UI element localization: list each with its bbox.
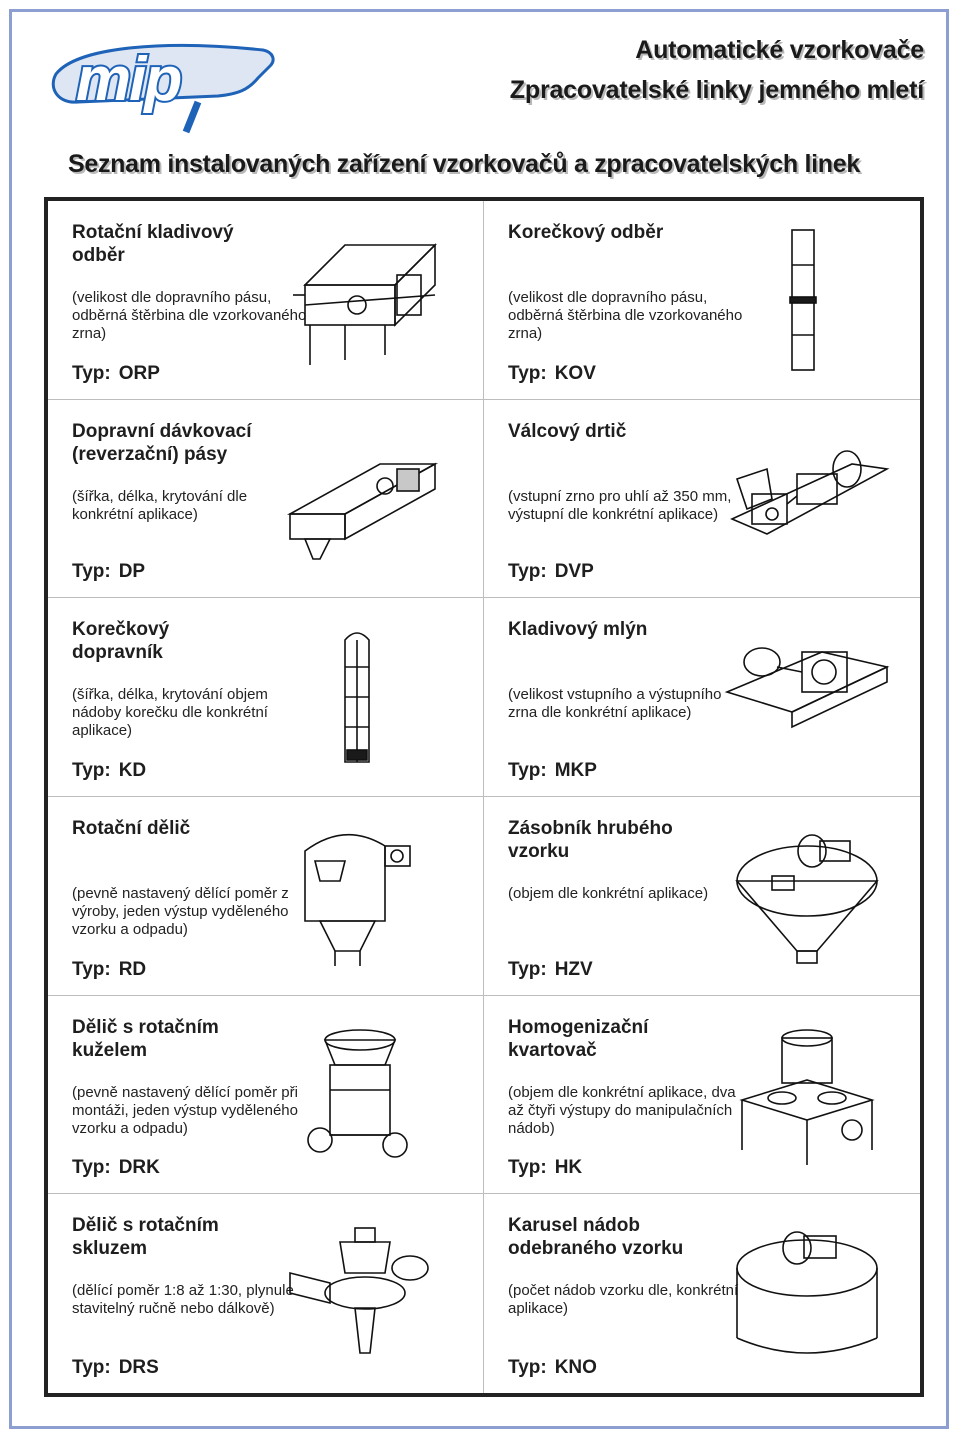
- equipment-cell: [484, 1194, 920, 1393]
- equipment-description: (objem dle konkrétní aplikace): [508, 885, 709, 902]
- header-title-line1: Automatické vzorkovače: [635, 36, 924, 64]
- rotary-chute-divider-drawing: [285, 1218, 455, 1368]
- equipment-name: Zásobník hrubého vzorku: [508, 818, 673, 862]
- equipment-description: (vstupní zrno pro uhlí až 350 mm, výstupní dle konkrétní aplikace): [508, 487, 732, 523]
- equipment-type: [72, 760, 146, 782]
- typ-label: Typ:: [72, 958, 111, 980]
- typ-label: Typ:: [508, 362, 547, 384]
- equipment-type: [72, 1157, 160, 1179]
- typ-label: Typ:: [508, 1157, 547, 1179]
- typ-label: Typ:: [508, 958, 547, 980]
- equipment-type: [508, 1157, 582, 1179]
- equipment-name: Karusel nádob odebraného vzorku: [508, 1215, 684, 1260]
- equipment-type: [508, 760, 597, 782]
- sample-carousel-drawing: [722, 1218, 892, 1368]
- equipment-cell: [48, 1194, 484, 1393]
- equipment-name: Rotační dělič: [72, 818, 191, 839]
- equipment-name: Válcový drtič: [508, 420, 627, 442]
- equipment-cell: [484, 598, 920, 797]
- equipment-grid: [44, 197, 924, 1397]
- typ-code: DP: [118, 561, 146, 583]
- typ-code: HK: [554, 1157, 583, 1179]
- equipment-type: [72, 1357, 159, 1379]
- typ-label: Typ:: [72, 1357, 111, 1378]
- typ-code: KOV: [554, 362, 596, 384]
- roller-crusher-drawing: [722, 424, 892, 574]
- equipment-name: Dopravní dávkovací (reverzační) pásy: [72, 420, 252, 465]
- typ-label: Typ:: [72, 362, 111, 384]
- equipment-type: [72, 363, 160, 385]
- rotary-hammer-sampler-drawing: [285, 225, 455, 375]
- typ-label: Typ:: [508, 1357, 547, 1378]
- mip-logo: [48, 36, 278, 136]
- typ-label: Typ:: [72, 1157, 111, 1179]
- equipment-type: [508, 363, 596, 385]
- equipment-description: (dělící poměr 1:8 až 1:30, plynule stavitelný ručně nebo dálkově): [72, 1282, 294, 1318]
- homogenizing-quartering-drawing: [722, 1020, 892, 1170]
- header-title-line2: Zpracovatelské linky jemného mletí: [509, 76, 924, 104]
- equipment-cell: [484, 996, 920, 1195]
- svg-text:mip: mip: [76, 45, 181, 114]
- equipment-cell: [48, 201, 484, 400]
- equipment-type: [508, 561, 594, 583]
- typ-label: Typ:: [72, 561, 111, 583]
- equipment-cell: [484, 400, 920, 599]
- typ-code: HZV: [554, 958, 593, 980]
- equipment-description: (šířka, délka, krytování objem nádoby korečku dle konkrétní aplikace): [72, 686, 268, 740]
- typ-code: KNO: [554, 1357, 597, 1378]
- equipment-type: [72, 561, 145, 583]
- typ-code: RD: [118, 958, 147, 980]
- typ-label: Typ:: [508, 561, 547, 583]
- hammer-mill-drawing: [722, 622, 892, 772]
- equipment-type: [508, 1357, 597, 1379]
- typ-label: Typ:: [72, 760, 111, 781]
- coarse-sample-bin-drawing: [722, 821, 892, 971]
- rotary-cone-divider-drawing: [285, 1020, 455, 1170]
- equipment-name: Dělič s rotačním skluzem: [72, 1215, 219, 1260]
- equipment-name: Korečkový odběr: [508, 222, 664, 243]
- typ-code: DRS: [118, 1357, 159, 1378]
- equipment-type: [72, 959, 146, 981]
- equipment-cell: [48, 797, 484, 996]
- equipment-name: Dělič s rotačním kuželem: [72, 1016, 219, 1061]
- equipment-description: (velikost vstupního a výstupního zrna dle konkrétní aplikace): [508, 686, 722, 722]
- typ-code: KD: [118, 760, 147, 781]
- equipment-cell: [48, 400, 484, 599]
- typ-code: DRK: [118, 1157, 160, 1179]
- typ-label: Typ:: [508, 760, 547, 781]
- typ-code: DVP: [554, 561, 594, 583]
- equipment-cell: [484, 201, 920, 400]
- equipment-cell: [48, 598, 484, 797]
- equipment-type: [508, 959, 593, 981]
- bucket-sampler-drawing: [722, 225, 892, 375]
- typ-code: ORP: [118, 362, 160, 384]
- equipment-description: (objem dle konkrétní aplikace, dva až čtyři výstupy do manipulačních nádob): [508, 1083, 736, 1137]
- equipment-name: Rotační kladivový odběr: [72, 222, 234, 266]
- equipment-description: (pevně nastavený dělící poměr z výroby, jeden výstup vyděleného vzorku a odpadu): [72, 885, 289, 938]
- equipment-name: Homogenizační kvartovač: [508, 1016, 649, 1061]
- typ-code: MKP: [554, 760, 597, 781]
- equipment-name: Korečkový dopravník: [72, 619, 170, 664]
- list-title: Seznam instalovaných zařízení vzorkovačů a zpracovatelských linek: [68, 150, 860, 178]
- bucket-elevator-drawing: [285, 622, 455, 772]
- equipment-description: (počet nádob vzorku dle, konkrétní aplikace): [508, 1282, 739, 1318]
- belt-conveyor-drawing: [285, 424, 455, 574]
- equipment-cell: [48, 996, 484, 1195]
- equipment-description: (pevně nastavený dělící poměr při montáži, jeden výstup vyděleného vzorku a odpadu): [72, 1083, 298, 1137]
- equipment-name: Kladivový mlýn: [508, 619, 648, 641]
- equipment-description: (velikost dle dopravního pásu, odběrná štěrbina dle vzorkovaného zrna): [508, 289, 743, 342]
- equipment-cell: [484, 797, 920, 996]
- equipment-description: (šířka, délka, krytování dle konkrétní aplikace): [72, 487, 248, 523]
- equipment-description: (velikost dle dopravního pásu, odběrná štěrbina dle vzorkovaného zrna): [72, 289, 307, 342]
- rotary-divider-drawing: [285, 821, 455, 971]
